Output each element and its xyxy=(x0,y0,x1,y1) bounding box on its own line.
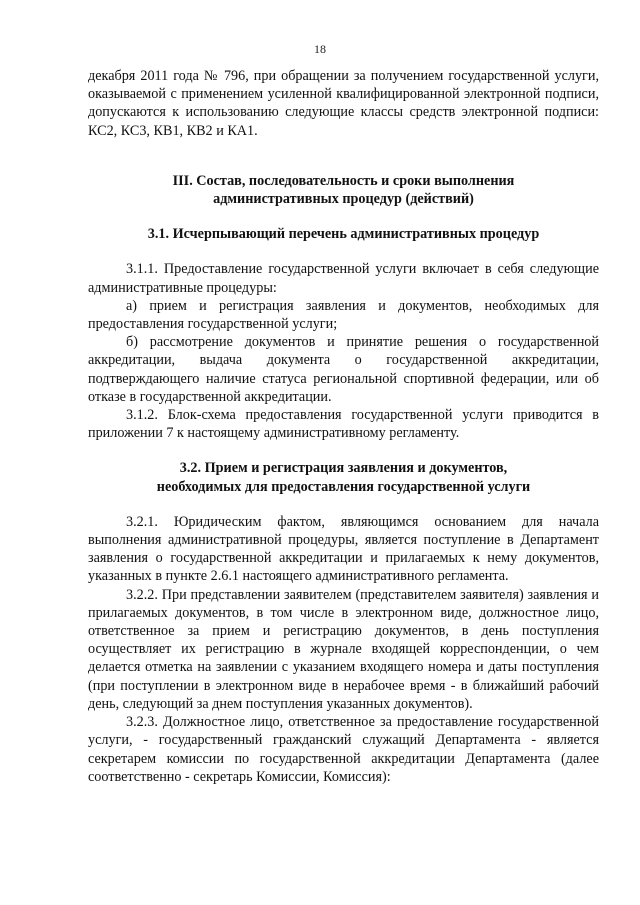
paragraph-3-1-2: 3.1.2. Блок-схема предоставления государственной услуги приводится в приложении 7 к настоящему административному регламенту. xyxy=(88,407,599,442)
paragraph-3-2-1: 3.2.1. Юридическим фактом, являющимся основанием для начала выполнения административной процедуры, является поступление в Департамент заявления о государственной аккредитации и прилагаемых к нему документов, указанных в пункте 2.6.1 настоящего административного регламента. xyxy=(88,513,599,585)
section-3-heading-line-2: административных процедур (действий) xyxy=(213,191,474,208)
subsection-3-2-heading-line-2: необходимых для предоставления государственной услуги xyxy=(156,478,531,495)
intro-paragraph: декабря 2011 года № 796, при обращении за получением государственной услуги, оказываемой с применением усиленной квалифицированной электронной подписи, допускаются к использованию следующие классы средств электронной подписи: КС2, КС3, КВ1, КВ2 и КА1. xyxy=(88,68,599,139)
section-3-heading-line-1: III. Состав, последовательность и сроки выполнения xyxy=(172,172,515,189)
document-body xyxy=(88,67,599,786)
list-item-a: а) прием и регистрация заявления и документов, необходимых для предоставления государственной услуги; xyxy=(88,297,599,333)
page-number: 18 xyxy=(314,42,326,56)
paragraph-3-2-3: 3.2.3. Должностное лицо, ответственное за предоставление государственной услуги, - государственный гражданский служащий Департамента - является секретарем комиссии по государственной аккредитации Департамента (далее соответственно - секретарь Комиссии, Комиссия): xyxy=(88,714,599,785)
list-item-b: б) рассмотрение документов и принятие решения о государственной аккредитации, выдача документа о государственной аккредитации, подтверждающего наличие статуса региональной спортивной федерации, или об отказе в государственной аккредитации. xyxy=(88,334,599,405)
subsection-3-1-heading: 3.1. Исчерпывающий перечень административных процедур xyxy=(147,226,540,243)
paragraph-3-1-1: 3.1.1. Предоставление государственной услуги включает в себя следующие административные процедуры: xyxy=(88,261,599,296)
subsection-3-2-heading-line-1: 3.2. Прием и регистрация заявления и документов, xyxy=(179,460,508,477)
paragraph-3-2-2: 3.2.2. При представлении заявителем (представителем заявителя) заявления и прилагаемых документов, в том числе в электронном виде, должностное лицо, ответственное за прием и регистрацию документов, в день поступления осуществляет их регистрацию в журнале входящей корреспонденции, о чем делается отметка на заявлении с указанием входящего номера и даты поступления (при поступлении в электронном виде в нерабочее время - в ближайший рабочий день, следующий за днем поступления указанных документов). xyxy=(88,586,599,712)
